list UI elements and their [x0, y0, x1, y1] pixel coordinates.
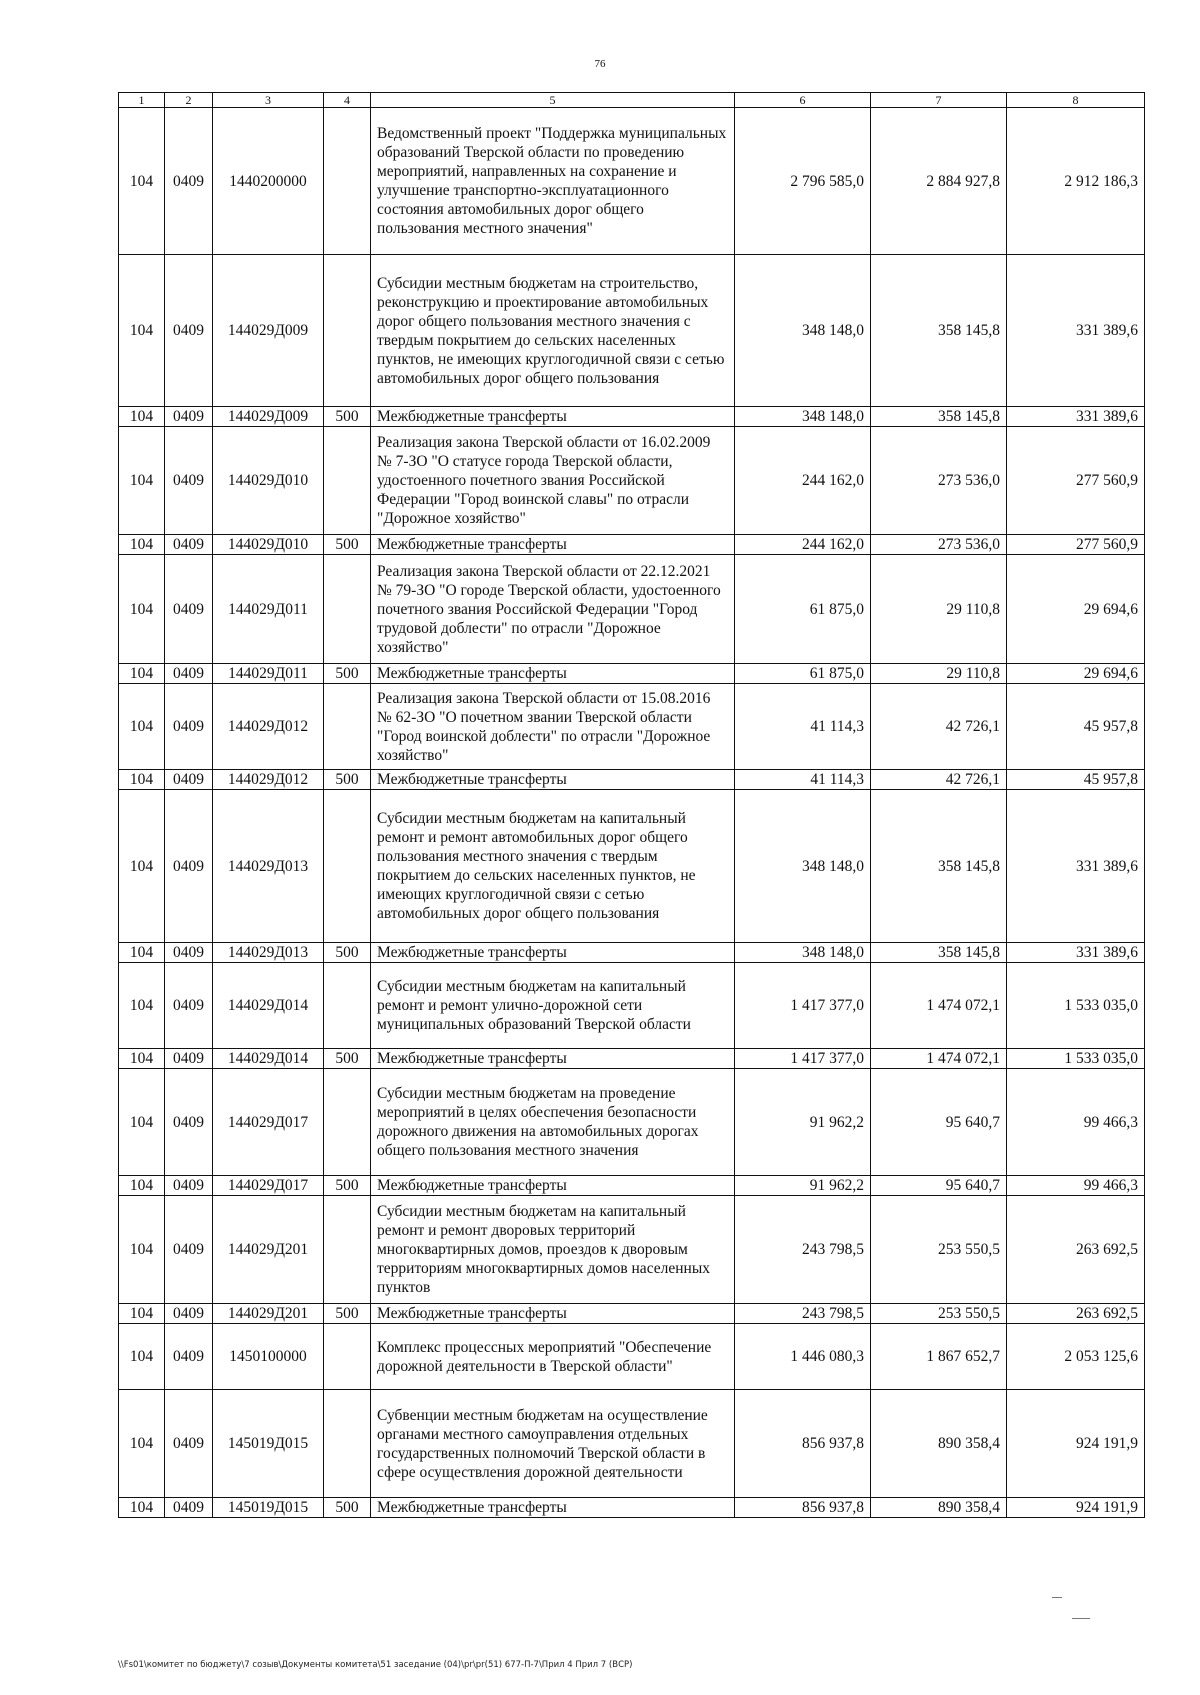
scan-mark	[1052, 1597, 1062, 1598]
amount-cell: 29 694,6	[1007, 664, 1145, 684]
col-3-cell: 144029Д012	[213, 684, 324, 770]
col-4-cell: 500	[324, 1176, 371, 1196]
amount-cell: 273 536,0	[871, 427, 1007, 535]
amount-cell: 856 937,8	[735, 1390, 871, 1498]
description-cell: Комплекс процессных мероприятий "Обеспечение дорожной деятельности в Тверской области"	[371, 1324, 735, 1390]
col-1-cell: 104	[119, 664, 165, 684]
col-4-cell	[324, 1324, 371, 1390]
col-2-cell: 0409	[165, 555, 213, 664]
col-1-cell: 104	[119, 1304, 165, 1324]
amount-cell: 2 912 186,3	[1007, 108, 1145, 255]
col-2-cell: 0409	[165, 407, 213, 427]
col-1-cell: 104	[119, 555, 165, 664]
amount-cell: 890 358,4	[871, 1390, 1007, 1498]
col-3-cell: 144029Д014	[213, 963, 324, 1049]
col-3-cell: 144029Д009	[213, 255, 324, 407]
col-4-cell: 500	[324, 1304, 371, 1324]
header-row	[119, 93, 1145, 108]
col-4-cell: 500	[324, 407, 371, 427]
description-cell: Межбюджетные трансферты	[371, 664, 735, 684]
col-1-cell: 104	[119, 108, 165, 255]
amount-cell: 41 114,3	[735, 770, 871, 790]
table-row	[119, 1049, 1145, 1069]
col-1-cell: 104	[119, 1196, 165, 1304]
col-3-cell: 144029Д013	[213, 943, 324, 963]
amount-cell: 29 110,8	[871, 555, 1007, 664]
col-4-cell: 500	[324, 664, 371, 684]
description-cell: Межбюджетные трансферты	[371, 535, 735, 555]
col-1-cell: 104	[119, 407, 165, 427]
col-4-cell	[324, 427, 371, 535]
col-3-cell: 144029Д010	[213, 427, 324, 535]
col-1-cell: 104	[119, 1498, 165, 1518]
amount-cell: 1 474 072,1	[871, 1049, 1007, 1069]
col-4-cell	[324, 1196, 371, 1304]
col-3-cell: 144029Д013	[213, 790, 324, 943]
col-1-cell: 104	[119, 684, 165, 770]
col-3-cell: 144029Д012	[213, 770, 324, 790]
col-2-cell: 0409	[165, 1049, 213, 1069]
col-3-cell: 145019Д015	[213, 1390, 324, 1498]
amount-cell: 1 417 377,0	[735, 1049, 871, 1069]
table-row	[119, 1390, 1145, 1498]
col-3-cell: 144029Д011	[213, 555, 324, 664]
description-cell: Межбюджетные трансферты	[371, 1498, 735, 1518]
col-4-cell	[324, 963, 371, 1049]
col-4-cell: 500	[324, 943, 371, 963]
amount-cell: 358 145,8	[871, 790, 1007, 943]
amount-cell: 91 962,2	[735, 1176, 871, 1196]
col-1-cell: 104	[119, 535, 165, 555]
amount-cell: 45 957,8	[1007, 684, 1145, 770]
col-2-cell: 0409	[165, 1390, 213, 1498]
table-row	[119, 770, 1145, 790]
amount-cell: 263 692,5	[1007, 1304, 1145, 1324]
amount-cell: 99 466,3	[1007, 1176, 1145, 1196]
col-4-cell: 500	[324, 1498, 371, 1518]
table-row	[119, 535, 1145, 555]
col-2-cell: 0409	[165, 427, 213, 535]
amount-cell: 42 726,1	[871, 684, 1007, 770]
col-1-cell: 104	[119, 790, 165, 943]
table-row	[119, 427, 1145, 535]
amount-cell: 1 474 072,1	[871, 963, 1007, 1049]
page-number: 76	[594, 58, 606, 70]
amount-cell: 253 550,5	[871, 1304, 1007, 1324]
col-4-cell	[324, 684, 371, 770]
col-4-cell: 500	[324, 535, 371, 555]
col-1-cell: 104	[119, 427, 165, 535]
col-2-cell: 0409	[165, 790, 213, 943]
amount-cell: 348 148,0	[735, 255, 871, 407]
col-1-cell: 104	[119, 943, 165, 963]
description-cell: Реализация закона Тверской области от 15.08.2016 № 62-ЗО "О почетном звании Тверской области "Город воинской доблести" по отрасли "Дорожное хозяйство"	[371, 684, 735, 770]
col-3-cell: 145019Д015	[213, 1498, 324, 1518]
amount-cell: 348 148,0	[735, 407, 871, 427]
header-col-1: 1	[119, 93, 165, 108]
col-4-cell: 500	[324, 1049, 371, 1069]
amount-cell: 273 536,0	[871, 535, 1007, 555]
description-cell: Субсидии местным бюджетам на строительство, реконструкцию и проектирование автомобильных дорог общего пользования местного значения с твердым покрытием до сельских населенных пунктов, не имеющих круглогодичной связи с сетью автомобильных дорог общего пользования	[371, 255, 735, 407]
header-col-7: 7	[871, 93, 1007, 108]
table-row	[119, 943, 1145, 963]
amount-cell: 95 640,7	[871, 1176, 1007, 1196]
table-row	[119, 664, 1145, 684]
amount-cell: 91 962,2	[735, 1069, 871, 1176]
col-2-cell: 0409	[165, 770, 213, 790]
col-2-cell: 0409	[165, 943, 213, 963]
header-col-3: 3	[213, 93, 324, 108]
col-2-cell: 0409	[165, 664, 213, 684]
description-cell: Межбюджетные трансферты	[371, 770, 735, 790]
col-1-cell: 104	[119, 770, 165, 790]
amount-cell: 2 796 585,0	[735, 108, 871, 255]
header-col-2: 2	[165, 93, 213, 108]
col-2-cell: 0409	[165, 1196, 213, 1304]
amount-cell: 244 162,0	[735, 535, 871, 555]
amount-cell: 1 417 377,0	[735, 963, 871, 1049]
description-cell: Субвенции местным бюджетам на осуществление органами местного самоуправления отдельных государственных полномочий Тверской области в сфере осуществления дорожной деятельности	[371, 1390, 735, 1498]
budget-table	[118, 92, 1145, 1518]
col-2-cell: 0409	[165, 255, 213, 407]
amount-cell: 890 358,4	[871, 1498, 1007, 1518]
description-cell: Субсидии местным бюджетам на капитальный ремонт и ремонт автомобильных дорог общего пользования местного значения с твердым покрытием до сельских населенных пунктов, не имеющих круглогодичной связи с сетью автомобильных дорог общего пользования	[371, 790, 735, 943]
amount-cell: 243 798,5	[735, 1196, 871, 1304]
amount-cell: 277 560,9	[1007, 535, 1145, 555]
amount-cell: 924 191,9	[1007, 1390, 1145, 1498]
amount-cell: 2 053 125,6	[1007, 1324, 1145, 1390]
table-row	[119, 963, 1145, 1049]
col-3-cell: 144029Д017	[213, 1069, 324, 1176]
description-cell: Межбюджетные трансферты	[371, 1176, 735, 1196]
description-cell: Реализация закона Тверской области от 16.02.2009 № 7-ЗО "О статусе города Тверской области, удостоенного почетного звания Российской Федерации "Город воинской славы" по отрасли "Дорожное хозяйство"	[371, 427, 735, 535]
col-1-cell: 104	[119, 1324, 165, 1390]
col-2-cell: 0409	[165, 684, 213, 770]
amount-cell: 277 560,9	[1007, 427, 1145, 535]
amount-cell: 358 145,8	[871, 943, 1007, 963]
table-row	[119, 1196, 1145, 1304]
table-row	[119, 1498, 1145, 1518]
col-2-cell: 0409	[165, 1324, 213, 1390]
amount-cell: 331 389,6	[1007, 790, 1145, 943]
amount-cell: 1 533 035,0	[1007, 963, 1145, 1049]
col-3-cell: 1450100000	[213, 1324, 324, 1390]
col-2-cell: 0409	[165, 963, 213, 1049]
col-2-cell: 0409	[165, 1304, 213, 1324]
col-2-cell: 0409	[165, 1498, 213, 1518]
amount-cell: 1 446 080,3	[735, 1324, 871, 1390]
description-cell: Субсидии местным бюджетам на проведение мероприятий в целях обеспечения безопасности дорожного движения на автомобильных дорогах общего пользования местного значения	[371, 1069, 735, 1176]
col-2-cell: 0409	[165, 1176, 213, 1196]
col-3-cell: 144029Д010	[213, 535, 324, 555]
col-4-cell	[324, 108, 371, 255]
amount-cell: 45 957,8	[1007, 770, 1145, 790]
amount-cell: 924 191,9	[1007, 1498, 1145, 1518]
amount-cell: 29 110,8	[871, 664, 1007, 684]
table-row	[119, 1324, 1145, 1390]
table-row	[119, 108, 1145, 255]
col-1-cell: 104	[119, 1176, 165, 1196]
table-row	[119, 1304, 1145, 1324]
table-row	[119, 1069, 1145, 1176]
description-cell: Реализация закона Тверской области от 22.12.2021 № 79-ЗО "О городе Тверской области, удостоенного почетного звания Российской Федерации "Город трудовой доблести" по отрасли "Дорожное хозяйство"	[371, 555, 735, 664]
amount-cell: 95 640,7	[871, 1069, 1007, 1176]
description-cell: Межбюджетные трансферты	[371, 1304, 735, 1324]
table-row	[119, 255, 1145, 407]
col-2-cell: 0409	[165, 108, 213, 255]
header-col-6: 6	[735, 93, 871, 108]
table-body	[119, 108, 1145, 1518]
table-row	[119, 1176, 1145, 1196]
col-3-cell: 144029Д201	[213, 1196, 324, 1304]
amount-cell: 243 798,5	[735, 1304, 871, 1324]
col-1-cell: 104	[119, 1049, 165, 1069]
amount-cell: 1 533 035,0	[1007, 1049, 1145, 1069]
description-cell: Межбюджетные трансферты	[371, 1049, 735, 1069]
amount-cell: 244 162,0	[735, 427, 871, 535]
col-4-cell	[324, 1069, 371, 1176]
amount-cell: 253 550,5	[871, 1196, 1007, 1304]
amount-cell: 2 884 927,8	[871, 108, 1007, 255]
col-3-cell: 144029Д017	[213, 1176, 324, 1196]
col-4-cell	[324, 1390, 371, 1498]
col-4-cell	[324, 790, 371, 943]
amount-cell: 1 867 652,7	[871, 1324, 1007, 1390]
amount-cell: 331 389,6	[1007, 943, 1145, 963]
amount-cell: 358 145,8	[871, 255, 1007, 407]
amount-cell: 263 692,5	[1007, 1196, 1145, 1304]
amount-cell: 331 389,6	[1007, 407, 1145, 427]
footer-file-path: \\Fs01\комитет по бюджету\7 созыв\Документы комитета\51 заседание (04)\pr\pr(51) 677-П-7\Прил 4 Прил 7 (ВСР)	[118, 1660, 633, 1670]
description-cell: Субсидии местным бюджетам на капитальный ремонт и ремонт улично-дорожной сети муниципальных образований Тверской области	[371, 963, 735, 1049]
amount-cell: 331 389,6	[1007, 255, 1145, 407]
header-col-8: 8	[1007, 93, 1145, 108]
scan-mark	[1072, 1618, 1090, 1619]
description-cell: Ведомственный проект "Поддержка муниципальных образований Тверской области по проведению мероприятий, направленных на сохранение и улучшение транспортно-эксплуатационного состояния автомобильных дорог общего пользования местного значения"	[371, 108, 735, 255]
col-1-cell: 104	[119, 1390, 165, 1498]
table-row	[119, 684, 1145, 770]
col-1-cell: 104	[119, 963, 165, 1049]
description-cell: Межбюджетные трансферты	[371, 407, 735, 427]
col-3-cell: 144029Д011	[213, 664, 324, 684]
header-col-5: 5	[371, 93, 735, 108]
amount-cell: 358 145,8	[871, 407, 1007, 427]
description-cell: Субсидии местным бюджетам на капитальный ремонт и ремонт дворовых территорий многоквартирных домов, проездов к дворовым территориям многоквартирных домов населенных пунктов	[371, 1196, 735, 1304]
col-1-cell: 104	[119, 255, 165, 407]
col-3-cell: 144029Д014	[213, 1049, 324, 1069]
amount-cell: 856 937,8	[735, 1498, 871, 1518]
amount-cell: 42 726,1	[871, 770, 1007, 790]
description-cell: Межбюджетные трансферты	[371, 943, 735, 963]
amount-cell: 348 148,0	[735, 943, 871, 963]
amount-cell: 41 114,3	[735, 684, 871, 770]
col-2-cell: 0409	[165, 1069, 213, 1176]
col-3-cell: 144029Д009	[213, 407, 324, 427]
header-col-4: 4	[324, 93, 371, 108]
col-3-cell: 1440200000	[213, 108, 324, 255]
table-row	[119, 790, 1145, 943]
table-row	[119, 555, 1145, 664]
amount-cell: 61 875,0	[735, 664, 871, 684]
amount-cell: 348 148,0	[735, 790, 871, 943]
col-4-cell	[324, 255, 371, 407]
amount-cell: 29 694,6	[1007, 555, 1145, 664]
col-1-cell: 104	[119, 1069, 165, 1176]
amount-cell: 99 466,3	[1007, 1069, 1145, 1176]
table-row	[119, 407, 1145, 427]
amount-cell: 61 875,0	[735, 555, 871, 664]
col-2-cell: 0409	[165, 535, 213, 555]
col-4-cell: 500	[324, 770, 371, 790]
col-4-cell	[324, 555, 371, 664]
col-3-cell: 144029Д201	[213, 1304, 324, 1324]
